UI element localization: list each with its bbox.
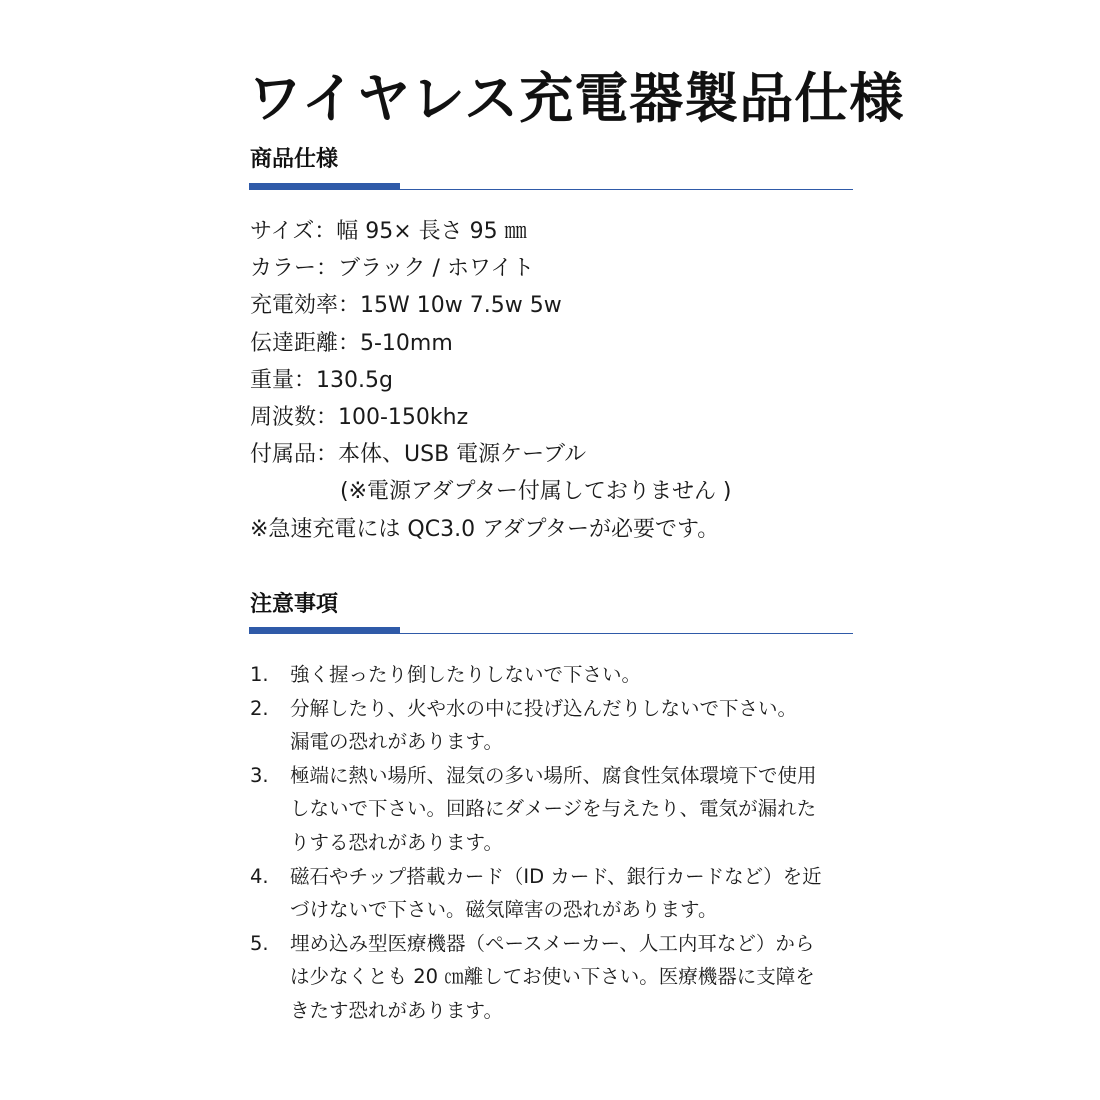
caution-item [250, 927, 870, 961]
page-title: ワイヤレス充電器製品仕様 [248, 67, 905, 130]
divider-accent-bar [249, 183, 400, 190]
notes-section-heading: 注意事項 [250, 592, 339, 617]
spec-section-divider [249, 183, 853, 190]
spec-color: カラー：ブラック / ホワイト [250, 256, 535, 282]
caution-item [250, 692, 870, 726]
caution-text-continued: づけないで下さい。磁気障害の恐れがあります。 [290, 898, 718, 922]
caution-number: 1. [250, 663, 269, 686]
spec-accessories: 付属品：本体、USB 電源ケーブル [250, 442, 587, 468]
caution-text-continued: しないで下さい。回路にダメージを与えたり、電気が漏れた [290, 797, 817, 821]
spec-frequency: 周波数：100-150khz [250, 404, 469, 430]
caution-text-continued: りする恐れがあります。 [290, 830, 503, 854]
caution-number: 4. [250, 864, 269, 888]
caution-item [250, 759, 870, 793]
caution-list [250, 658, 870, 1028]
spec-weight: 重量：130.5g [250, 367, 393, 393]
caution-text: 強く握ったり倒したりしないで下さい。 [290, 663, 642, 686]
caution-text: 埋め込み型医療機器（ペースメーカー、人工内耳など）から [290, 931, 815, 955]
caution-text: 分解したり、火や水の中に投げ込んだりしないで下さい。 [290, 696, 798, 720]
caution-item [250, 860, 870, 894]
notes-section-divider [249, 627, 853, 634]
caution-number: 2. [250, 696, 269, 720]
caution-text: 極端に熱い場所、湿気の多い場所、腐食性気体環境下で使用 [290, 763, 817, 787]
spec-size: サイズ：幅 95× 長さ 95 ㎜ [250, 219, 527, 244]
spec-fast-charge-note: ※急速充電には QC3.0 アダプターが必要です。 [250, 516, 720, 542]
spec-list [250, 213, 870, 548]
divider-accent-bar [249, 627, 400, 634]
spec-section-heading: 商品仕様 [250, 147, 339, 172]
caution-text-continued: きたす恐れがあります。 [290, 998, 503, 1022]
spec-efficiency: 充電効率：15W 10w 7.5w 5w [250, 293, 562, 319]
caution-item [250, 658, 870, 692]
caution-text-continued: は少なくとも 20 ㎝離してお使い下さい。医療機器に支障を [290, 965, 815, 989]
caution-number: 5. [250, 931, 269, 955]
caution-number: 3. [250, 763, 269, 787]
caution-text-continued: 漏電の恐れがあります。 [290, 730, 503, 754]
caution-text: 磁石やチップ搭載カード（ID カード、銀行カードなど）を近 [290, 864, 822, 888]
spec-distance: 伝達距離：5-10mm [250, 330, 453, 356]
spec-accessories-note: (※電源アダプター付属しておりません ) [340, 479, 732, 505]
